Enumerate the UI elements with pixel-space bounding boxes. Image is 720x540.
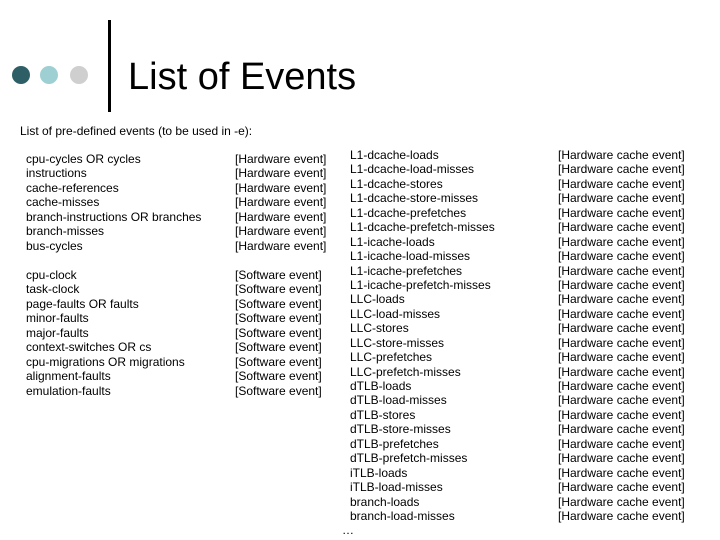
event-item: [Hardware cache event] <box>558 350 685 365</box>
event-item: [Hardware cache event] <box>558 407 685 422</box>
event-item: [Hardware cache event] <box>558 263 685 278</box>
bullet-dot-light <box>40 66 58 84</box>
event-item: [Hardware cache event] <box>558 422 685 437</box>
event-item: emulation-faults <box>26 383 111 398</box>
event-item: page-faults OR faults <box>26 296 139 311</box>
event-item: [Hardware cache event] <box>558 292 685 307</box>
event-item: minor-faults <box>26 311 89 326</box>
event-item: [Software event] <box>235 268 322 282</box>
event-item: [Hardware cache event] <box>558 191 685 206</box>
event-item: [Hardware event] <box>235 166 327 181</box>
event-item: [Hardware cache event] <box>558 436 685 451</box>
event-item: dTLB-loads <box>350 379 412 393</box>
event-item: [Hardware event] <box>235 180 327 195</box>
event-item: L1-icache-loads <box>350 234 435 249</box>
event-item: LLC-prefetches <box>350 350 433 365</box>
event-item: [Software event] <box>235 296 322 311</box>
event-item: [Hardware cache event] <box>558 220 685 235</box>
event-item: dTLB-prefetch-misses <box>350 451 468 466</box>
event-item: bus-cycles <box>26 238 83 253</box>
event-item: dTLB-store-misses <box>350 422 451 437</box>
event-item: [Hardware cache event] <box>558 379 685 393</box>
event-item: alignment-faults <box>26 369 111 384</box>
event-item: [Hardware cache event] <box>558 162 685 177</box>
event-item: [Hardware cache event] <box>558 277 685 292</box>
event-item: [Hardware event] <box>235 238 327 253</box>
event-item: [Hardware cache event] <box>558 249 685 264</box>
event-item: [Hardware cache event] <box>558 508 685 523</box>
event-item: [Hardware cache event] <box>558 465 685 480</box>
event-item: LLC-stores <box>350 321 409 336</box>
event-item: L1-dcache-prefetch-misses <box>350 220 495 235</box>
software-event-types <box>235 268 322 398</box>
event-item: context-switches OR cs <box>26 340 152 355</box>
event-item: L1-icache-load-misses <box>350 249 471 264</box>
event-item: instructions <box>26 166 87 181</box>
event-item: branch-misses <box>26 224 105 239</box>
event-item: branch-load-misses <box>350 508 455 523</box>
event-item: task-clock <box>26 282 80 297</box>
event-item: dTLB-load-misses <box>350 393 447 408</box>
hardware-event-names <box>26 152 201 253</box>
event-item: [Hardware cache event] <box>558 234 685 249</box>
event-item: [Hardware cache event] <box>558 321 685 336</box>
bullet-dot-dark <box>12 66 30 84</box>
event-item: cpu-migrations OR migrations <box>26 354 185 369</box>
event-item: [Hardware cache event] <box>558 306 685 321</box>
event-item: iTLB-load-misses <box>350 480 443 495</box>
more-ellipsis: … <box>342 523 354 537</box>
event-item: LLC-prefetch-misses <box>350 364 461 379</box>
event-item: [Hardware cache event] <box>558 335 685 350</box>
event-item: [Hardware cache event] <box>558 480 685 495</box>
event-item: [Software event] <box>235 383 322 398</box>
event-item: L1-dcache-stores <box>350 176 443 191</box>
event-item: L1-dcache-loads <box>350 148 439 162</box>
event-item: major-faults <box>26 325 89 340</box>
event-item: [Software event] <box>235 311 322 326</box>
cache-event-types <box>558 148 685 523</box>
event-item: branch-loads <box>350 494 420 509</box>
slide-subtitle: List of pre-defined events (to be used in -e): <box>20 124 253 138</box>
event-item: [Software event] <box>235 340 322 355</box>
event-item: [Hardware event] <box>235 209 327 224</box>
software-event-names <box>26 268 185 398</box>
event-item: L1-icache-prefetches <box>350 263 463 278</box>
event-item: cache-misses <box>26 195 100 210</box>
event-item: [Hardware event] <box>235 224 327 239</box>
event-item: [Hardware cache event] <box>558 148 685 162</box>
event-item: iTLB-loads <box>350 465 408 480</box>
event-item: branch-instructions OR branches <box>26 209 202 224</box>
slide-title: List of Events <box>128 56 357 98</box>
event-item: [Hardware cache event] <box>558 393 685 408</box>
event-item: cache-references <box>26 180 119 195</box>
event-item: [Hardware event] <box>235 152 327 166</box>
event-item: [Software event] <box>235 282 322 297</box>
bullet-dot-gray <box>70 66 88 84</box>
cache-event-names <box>350 148 495 523</box>
event-item: [Hardware cache event] <box>558 494 685 509</box>
event-item: [Software event] <box>235 325 322 340</box>
event-item: LLC-load-misses <box>350 306 441 321</box>
event-item: L1-icache-prefetch-misses <box>350 277 491 292</box>
event-item: [Hardware cache event] <box>558 364 685 379</box>
event-item: dTLB-prefetches <box>350 436 439 451</box>
title-divider <box>108 20 111 112</box>
event-item: [Hardware cache event] <box>558 205 685 220</box>
event-item: [Hardware cache event] <box>558 451 685 466</box>
event-item: cpu-clock <box>26 268 77 282</box>
event-item: [Software event] <box>235 369 322 384</box>
event-item: [Software event] <box>235 354 322 369</box>
hardware-event-types <box>235 152 326 253</box>
event-item: dTLB-stores <box>350 407 416 422</box>
event-item: L1-dcache-store-misses <box>350 191 479 206</box>
event-item: [Hardware event] <box>235 195 327 210</box>
event-item: [Hardware cache event] <box>558 176 685 191</box>
event-item: LLC-store-misses <box>350 335 445 350</box>
event-item: LLC-loads <box>350 292 405 307</box>
event-item: cpu-cycles OR cycles <box>26 152 141 166</box>
event-item: L1-dcache-prefetches <box>350 205 467 220</box>
event-item: L1-dcache-load-misses <box>350 162 475 177</box>
